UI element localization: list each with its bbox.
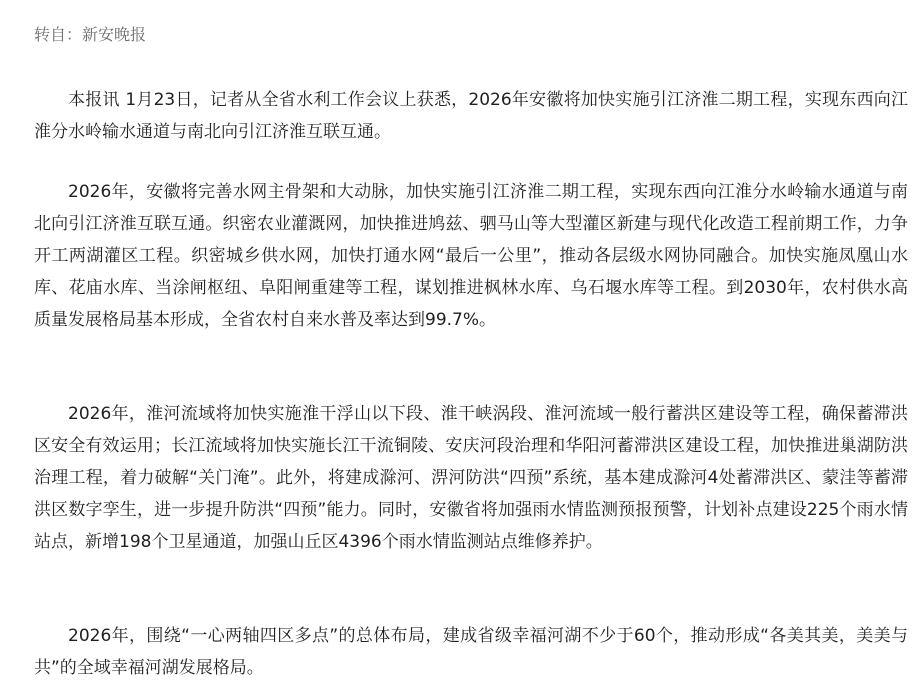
article-paragraph-4: 2026年，围绕“一心两轴四区多点”的总体布局，建成省级幸福河湖不少于60个，推动形成“各美其美，美美与共”的全域幸福河湖发展格局。	[34, 626, 908, 678]
article-paragraph-3: 2026年，淮河流域将加快实施淮干浮山以下段、淮干峡涡段、淮河流域一般行蓄洪区建设等工程，确保蓄滞洪区安全有效运用；长江流域将加快实施长江干流铜陵、安庆河段治理和华阳河蓄滞洪区建设工程，加快推进巢湖防洪治理工程，着力破解“关门淹”。此外，将建成滁河、淠河防洪“四预”系统，基本建成滁河4处蓄滞洪区、蒙洼等蓄滞洪区数字孪生，进一步提升防洪“四预”能力。同时，安徽省将加强雨水情监测预报预警，计划补点建设225个雨水情站点，新增198个卫星通道，加强山丘区4396个雨水情监测站点维修养护。	[34, 404, 908, 552]
article-paragraph-2: 2026年，安徽将完善水网主骨架和大动脉，加快实施引江济淮二期工程，实现东西向江淮分水岭输水通道与南北向引江济淮互联互通。织密农业灌溉网，加快推进鸠兹、驷马山等大型灌区新建与现代化改造工程前期工作，力争开工两湖灌区工程。织密城乡供水网，加快打通水网“最后一公里”，推动各层级水网协同融合。加快实施凤凰山水库、花庙水库、当涂闸枢纽、阜阳闸重建等工程，谋划推进枫林水库、乌石堰水库等工程。到2030年，农村供水高质量发展格局基本形成，全省农村自来水普及率达到99.7%。	[34, 182, 908, 330]
article-paragraph-1: 本报讯 1月23日，记者从全省水利工作会议上获悉，2026年安徽将加快实施引江济淮二期工程，实现东西向江淮分水岭输水通道与南北向引江济淮互联互通。	[34, 90, 908, 142]
source-line: 转自：新安晚报	[34, 25, 147, 44]
